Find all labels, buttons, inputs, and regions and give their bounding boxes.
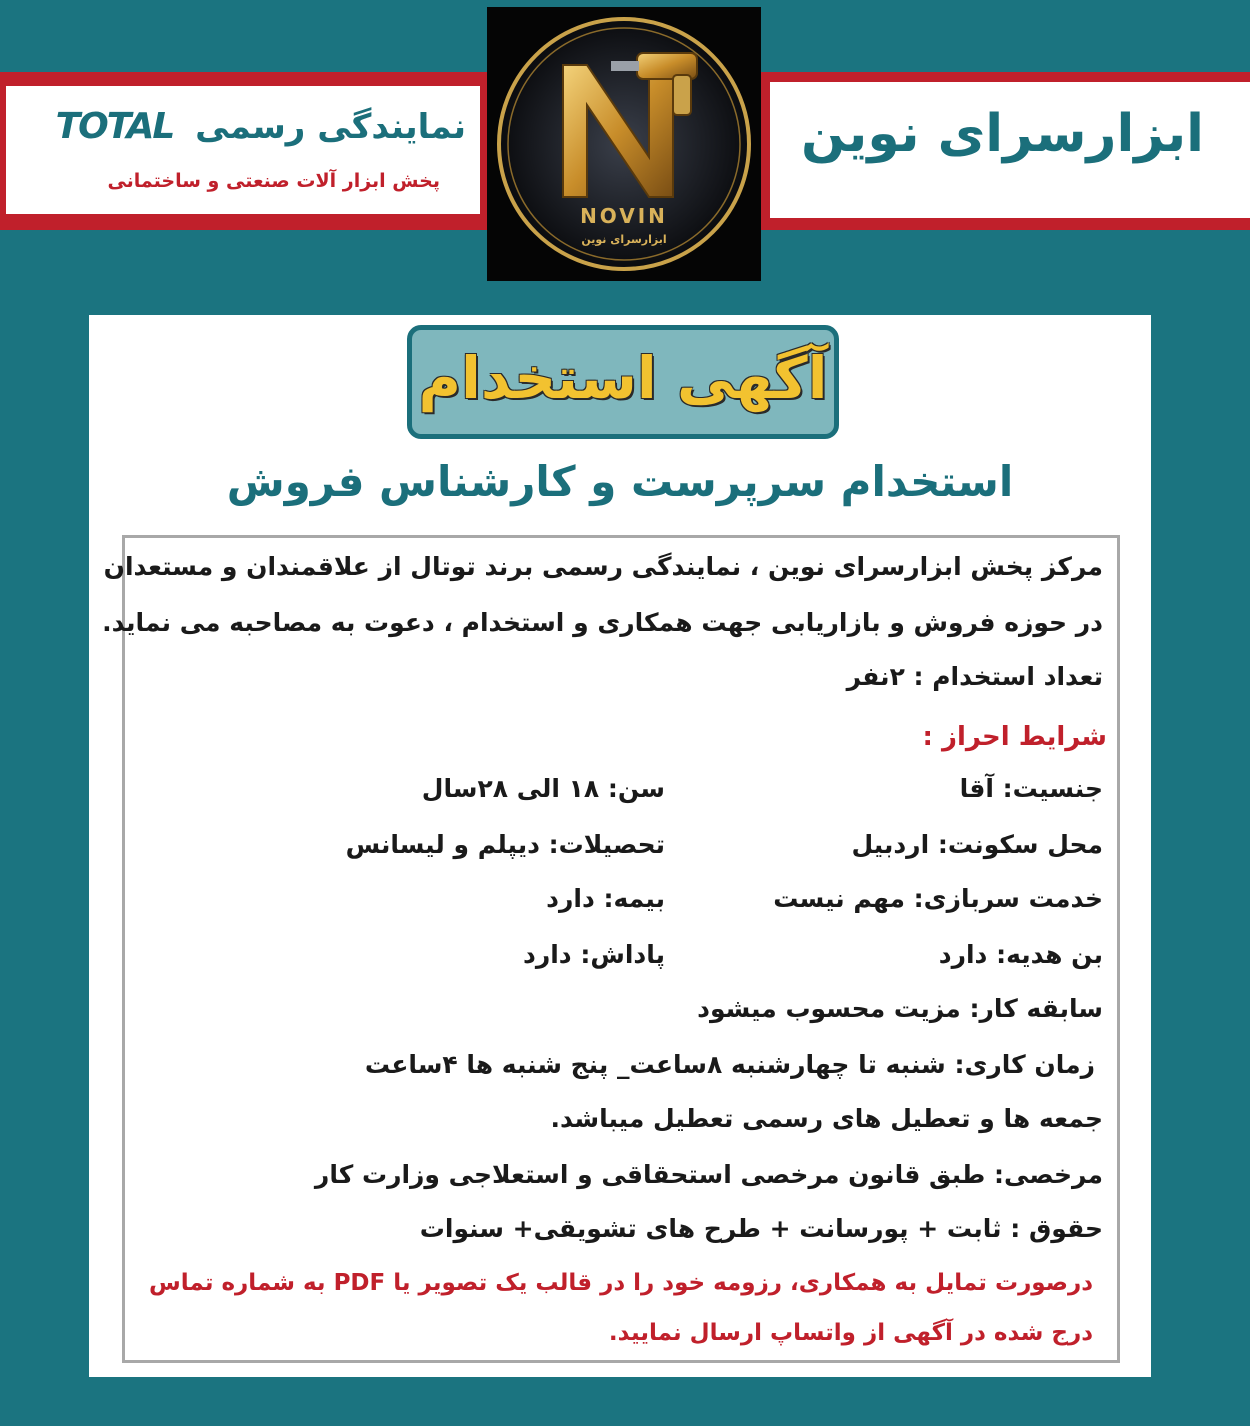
salary-info: حقوق : ثابت + پورسانت + طرح های تشویقی+ سنوات	[419, 1214, 1103, 1243]
cta-line-1: درصورت تمایل به همکاری، رزومه خود را در قالب یک تصویر یا PDF به شماره تماس	[149, 1270, 1093, 1296]
education-requirement: تحصیلات: دیپلم و لیسانس	[345, 830, 665, 859]
insurance-info: بیمه: دارد	[546, 884, 665, 913]
age-requirement: سن: ۱۸ الی ۲۸سال	[421, 774, 665, 803]
requirements-heading: شرایط احراز :	[922, 722, 1107, 752]
logo-text: NOVIN	[580, 204, 668, 228]
job-ad-card	[89, 315, 1151, 1377]
store-name-panel	[770, 82, 1250, 218]
residence-requirement: محل سکونت: اردبیل	[851, 830, 1103, 859]
leave-info: مرخصی: طبق قانون مرخصی استحقاقی و استعلاجی وزارت کار	[314, 1160, 1103, 1189]
gift-voucher-info: بن هدیه: دارد	[938, 940, 1103, 969]
official-rep-line	[56, 106, 466, 147]
official-rep-panel	[6, 86, 480, 214]
gender-requirement: جنسیت: آقا	[959, 774, 1103, 803]
ad-title-badge	[407, 325, 839, 439]
official-rep-label: نمایندگی رسمی	[195, 107, 466, 147]
intro-line-2: در حوزه فروش و بازاریابی جهت همکاری و استخدام ، دعوت به مصاحبه می نماید.	[102, 608, 1103, 637]
hiring-count: تعداد استخدام : ۲نفر	[846, 662, 1103, 691]
ad-content-box	[102, 535, 1120, 1363]
military-requirement: خدمت سربازی: مهم نیست	[773, 884, 1103, 913]
intro-line-1: مرکز پخش ابزارسرای نوین ، نمایندگی رسمی برند توتال از علاقمندان و مستعدان	[103, 552, 1103, 581]
ad-title: آگهی استخدام	[418, 344, 828, 412]
holidays-info: جمعه ها و تعطیل های رسمی تعطیل میباشد.	[550, 1104, 1103, 1133]
experience-info: سابقه کار: مزیت محسوب میشود	[697, 994, 1103, 1023]
distribution-tagline: پخش ابزار آلات صنعتی و ساختمانی	[107, 170, 440, 192]
logo-subtext: ابزارسرای نوین	[581, 233, 667, 246]
novin-logo	[487, 7, 761, 281]
ad-subtitle: استخدام سرپرست و کارشناس فروش	[226, 457, 1014, 506]
store-name: ابزارسرای نوین	[801, 104, 1204, 164]
bonus-info: پاداش: دارد	[523, 940, 665, 969]
work-hours-info: زمان کاری: شنبه تا چهارشنبه ۸ساعت_ پنج شنبه ها ۴ساعت	[364, 1050, 1095, 1079]
novin-logo-emblem	[487, 7, 761, 281]
total-brand-logo: TOTAL	[55, 106, 174, 147]
cta-line-2: درج شده در آگهی از واتساپ ارسال نمایید.	[608, 1320, 1093, 1346]
